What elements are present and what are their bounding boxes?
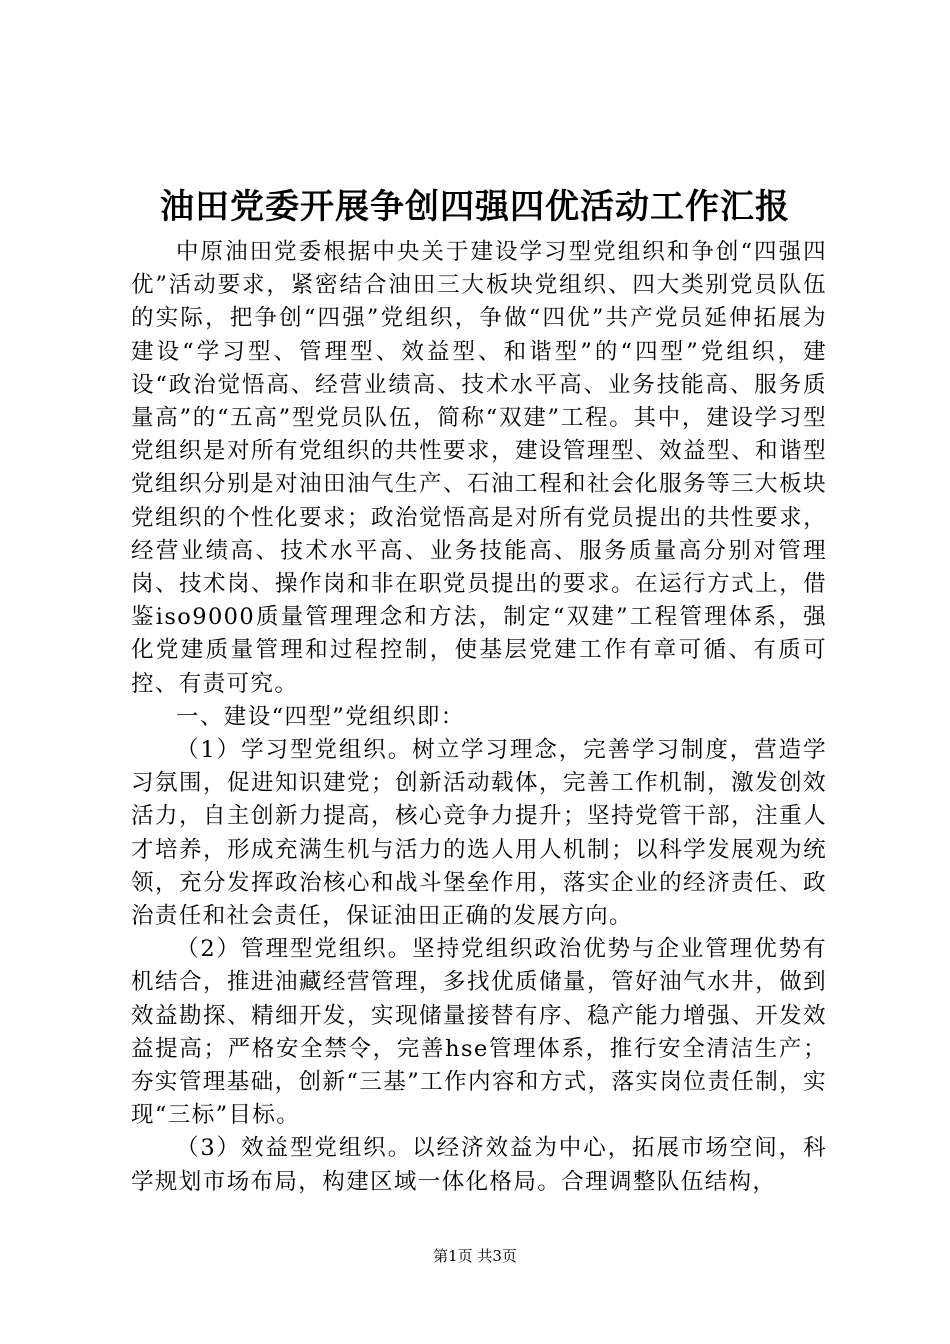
document-title: 油田党委开展争创四强四优活动工作汇报: [160, 187, 790, 227]
section-heading: 一、建设“四型”党组织即：: [176, 703, 465, 730]
item-paragraph-2: （2）管理型党组织。坚持党组织政治优势与企业管理优势有机结合，推进油藏经营管理，多找优质储量，管好油气水井，做到效益勘探、精细开发，实现储量接替有序、稳产能力增强、开发效益提高；严格安全禁令，完善hse管理体系，推行安全清洁生产；夯实管理基础，创新“三基”工作内容和方式，落实岗位责任制，实现“三标”目标。: [131, 936, 827, 1129]
item-paragraph-3: （3）效益型党组织。以经济效益为中心，拓展市场空间，科学规划市场布局，构建区域一体化格局。合理调整队伍结构，: [131, 1135, 827, 1195]
intro-paragraph: 中原油田党委根据中央关于建设学习型党组织和争创“四强四优”活动要求，紧密结合油田三大板块党组织、四大类别党员队伍的实际，把争创“四强”党组织，争做“四优”共产党员延伸拓展为建设“学习型、管理型、效益型、和谐型”的“四型”党组织，建设“政治觉悟高、经营业绩高、技术水平高、业务技能高、服务质量高”的“五高”型党员队伍，简称“双建”工程。其中，建设学习型党组织是对所有党组织的共性要求，建设管理型、效益型、和谐型党组织分别是对油田油气生产、石油工程和社会化服务等三大板块党组织的个性化要求；政治觉悟高是对所有党员提出的共性要求，经营业绩高、技术水平高、业务技能高、服务质量高分别对管理岗、技术岗、操作岗和非在职党员提出的要求。在运行方式上，借鉴iso9000质量管理理念和方法，制定“双建”工程管理体系，强化党建质量管理和过程控制，使基层党建工作有章可循、有质可控、有责可究。: [131, 239, 827, 697]
item-paragraph-1: （1）学习型党组织。树立学习理念，完善学习制度，营造学习氛围，促进知识建党；创新活动载体，完善工作机制，激发创效活力，自主创新力提高，核心竞争力提升；坚持党管干部，注重人才培养，形成充满生机与活力的选人用人机制；以科学发展观为统领，充分发挥政治核心和战斗堡垒作用，落实企业的经济责任、政治责任和社会责任，保证油田正确的发展方向。: [131, 737, 827, 930]
page-footer: 第1页 共3页: [433, 1247, 517, 1265]
document-body: [131, 236, 827, 1199]
